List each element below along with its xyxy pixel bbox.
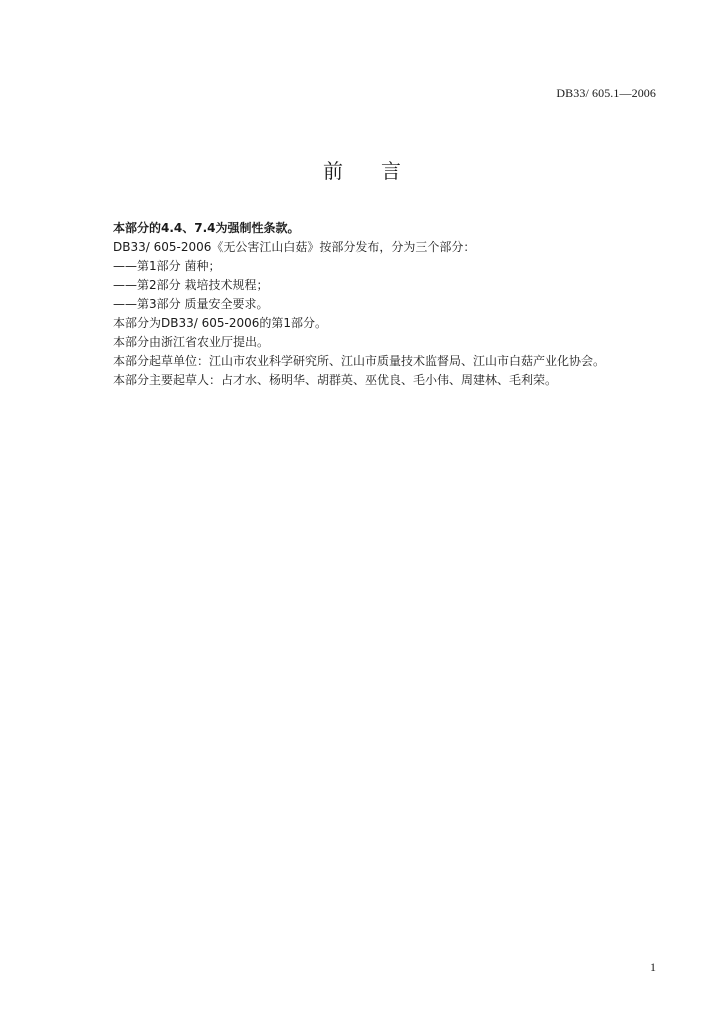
proposer-line: 本部分由浙江省农业厅提出。 — [113, 335, 270, 349]
title-char-1: 前 — [323, 159, 343, 183]
page-number: 1 — [650, 960, 656, 974]
page-title — [0, 155, 724, 184]
this-part-line: 本部分为DB33/ 605-2006的第1部分。 — [113, 316, 328, 330]
mandatory-clause-line: 本部分的4.4、7.4为强制性条款。 — [113, 221, 300, 235]
title-char-2: 言 — [381, 159, 401, 183]
document-code: DB33/ 605.1—2006 — [556, 86, 656, 100]
drafting-units-line: 本部分起草单位：江山市农业科学研究所、江山市质量技术监督局、江山市白菇产业化协会。 — [113, 354, 606, 368]
standard-parts-line: DB33/ 605-2006《无公害江山白菇》按部分发布，分为三个部分： — [113, 240, 476, 254]
foreword-body — [113, 219, 673, 390]
part-1-item: ——第1部分 菌种； — [113, 259, 221, 273]
part-2-item: ——第2部分 栽培技术规程； — [113, 278, 269, 292]
drafters-line: 本部分主要起草人：占才水、杨明华、胡群英、巫优良、毛小伟、周建林、毛利荣。 — [113, 373, 558, 387]
part-3-item: ——第3部分 质量安全要求。 — [113, 297, 269, 311]
